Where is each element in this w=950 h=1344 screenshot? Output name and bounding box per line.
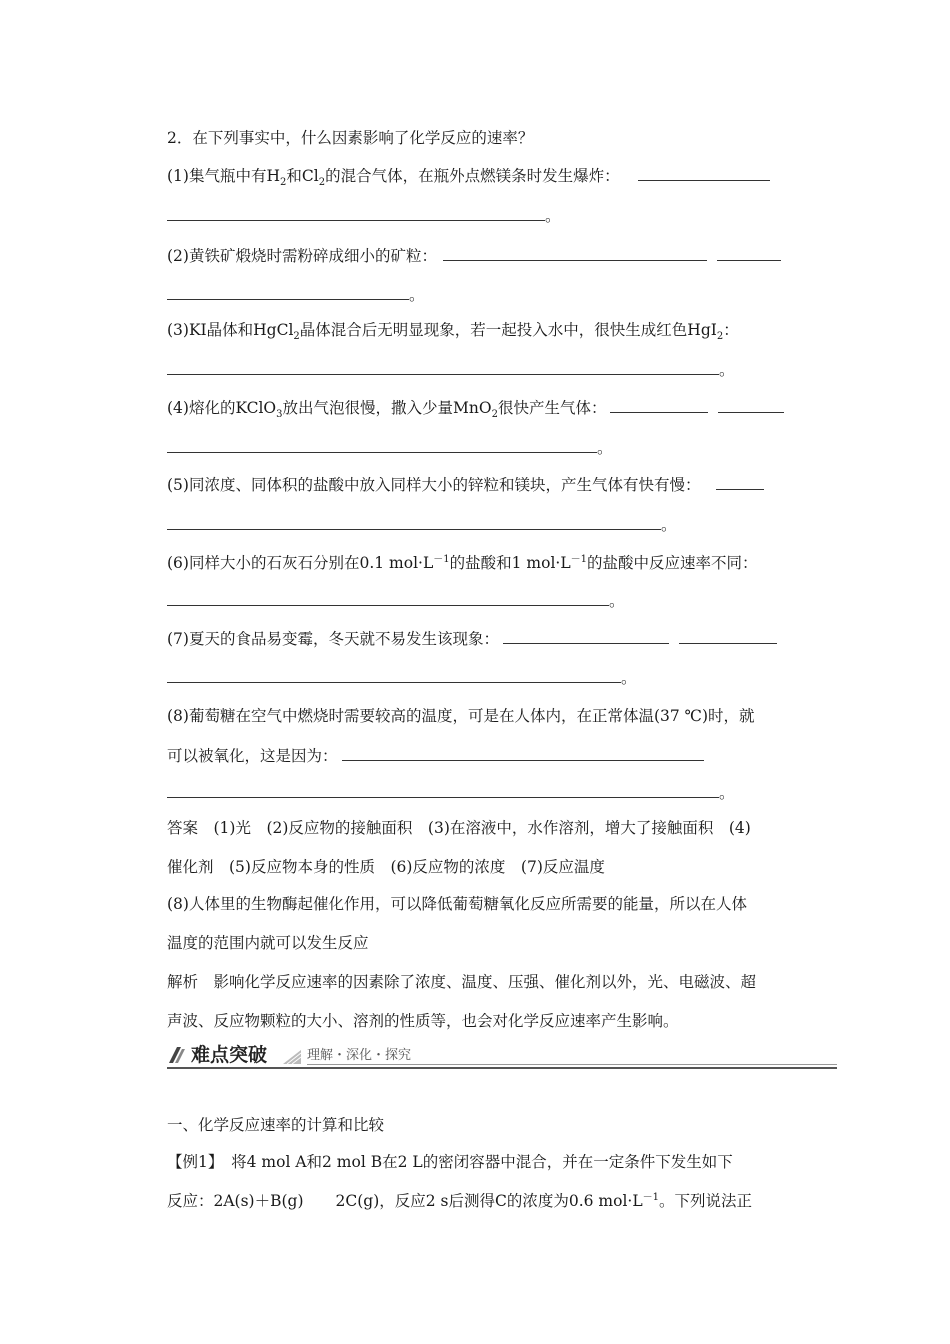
banner-subtitle: 理解・深化・探究: [307, 1048, 412, 1063]
item-2-line-2: 。: [167, 285, 425, 305]
answer-blank[interactable]: [167, 783, 719, 798]
answer-blank[interactable]: [679, 629, 777, 644]
example-line-1: 【例1】 将4 mol A和2 mol B在2 L的密闭容器中混合，并在一定条件下发生如下: [167, 1153, 733, 1171]
answer-blank[interactable]: [167, 206, 545, 221]
answer-blank[interactable]: [167, 591, 609, 606]
answer-blank[interactable]: [503, 629, 669, 644]
item-7-line-2: 。: [167, 668, 637, 688]
answer-blank[interactable]: [443, 246, 707, 261]
answer-blank[interactable]: [342, 746, 704, 761]
section-banner: [167, 1043, 837, 1071]
item-3-line: (3)KI晶体和HgCl$_2$晶体混合后无明显现象，若一起投入水中，很快生成红色HgI$_2$：: [167, 321, 739, 343]
example-line-2: 反应：2A(s)＋B(g) 2C(g)，反应2 s后测得C的浓度为0.6 $mol\cdot L^{-1}$。下列说法正: [167, 1191, 753, 1210]
analysis-line-1: 解析 影响化学反应速率的因素除了浓度、温度、压强、催化剂以外，光、电磁波、超: [167, 973, 757, 991]
item-1-line: (1)集气瓶中有$H_2$和$Cl_2$的混合气体，在瓶外点燃镁条时发生爆炸：: [167, 166, 770, 186]
item-4-line: (4)熔化的KClO$_3$放出气泡很慢，撒入少量MnO$_2$很快产生气体：: [167, 398, 784, 418]
answer-line-3: (8)人体里的生物酶起催化作用，可以降低葡萄糖氧化反应所需要的能量，所以在人体: [167, 895, 747, 913]
answer-blank[interactable]: [717, 246, 781, 261]
item-6-line-2: 。: [167, 591, 625, 611]
answer-blank[interactable]: [716, 475, 764, 490]
banner-rule: [167, 1067, 837, 1069]
answer-blank[interactable]: [167, 668, 621, 683]
question-stem: 2．在下列事实中，什么因素影响了化学反应的速率？: [167, 129, 534, 147]
item-2-line: (2)黄铁矿煅烧时需粉碎成细小的矿粒：: [167, 246, 781, 266]
item-3-line-2: 。: [167, 360, 735, 380]
answer-blank[interactable]: [167, 285, 409, 300]
answer-blank[interactable]: [638, 166, 770, 181]
section-heading: 一、化学反应速率的计算和比较: [167, 1116, 385, 1134]
banner-stripe-icon: [167, 1045, 187, 1065]
banner-triangle-icon: [281, 1047, 303, 1065]
answer-blank[interactable]: [610, 398, 708, 413]
answer-blank[interactable]: [167, 438, 597, 453]
item-8-line-2: 可以被氧化，这是因为：: [167, 746, 704, 766]
item-1-line-2: 。: [167, 206, 561, 226]
item-8-line: (8)葡萄糖在空气中燃烧时需要较高的温度，可是在人体内，在正常体温(37 ℃)时，就: [167, 707, 755, 725]
analysis-line-2: 声波、反应物颗粒的大小、溶剂的性质等，也会对化学反应速率产生影响。: [167, 1012, 679, 1030]
answer-blank[interactable]: [718, 398, 784, 413]
answer-line-2: 催化剂 (5)反应物本身的性质 (6)反应物的浓度 (7)反应温度: [167, 858, 605, 876]
example-label: 【例1】: [167, 1153, 216, 1171]
item-8-line-3: 。: [167, 783, 735, 803]
item-7-line: (7)夏天的食品易变霉，冬天就不易发生该现象：: [167, 629, 777, 649]
item-4-line-2: 。: [167, 438, 613, 458]
item-5-line-2: 。: [167, 515, 677, 535]
answer-line-4: 温度的范围内就可以发生反应: [167, 934, 369, 952]
item-6-line: (6)同样大小的石灰石分别在0.1 $mol\cdot L^{-1}$的盐酸和1 $mol\cdot L^{-1}$的盐酸中反应速率不同：: [167, 553, 758, 572]
answer-blank[interactable]: [167, 515, 661, 530]
banner-title: 难点突破: [191, 1044, 268, 1066]
answer-line-1: 答案 (1)光 (2)反应物的接触面积 (3)在溶液中，水作溶剂，增大了接触面积 (4): [167, 819, 751, 837]
item-5-line: (5)同浓度、同体积的盐酸中放入同样大小的锌粒和镁块，产生气体有快有慢：: [167, 475, 764, 495]
answer-blank[interactable]: [167, 360, 719, 375]
banner-thin-rule: [307, 1064, 837, 1065]
